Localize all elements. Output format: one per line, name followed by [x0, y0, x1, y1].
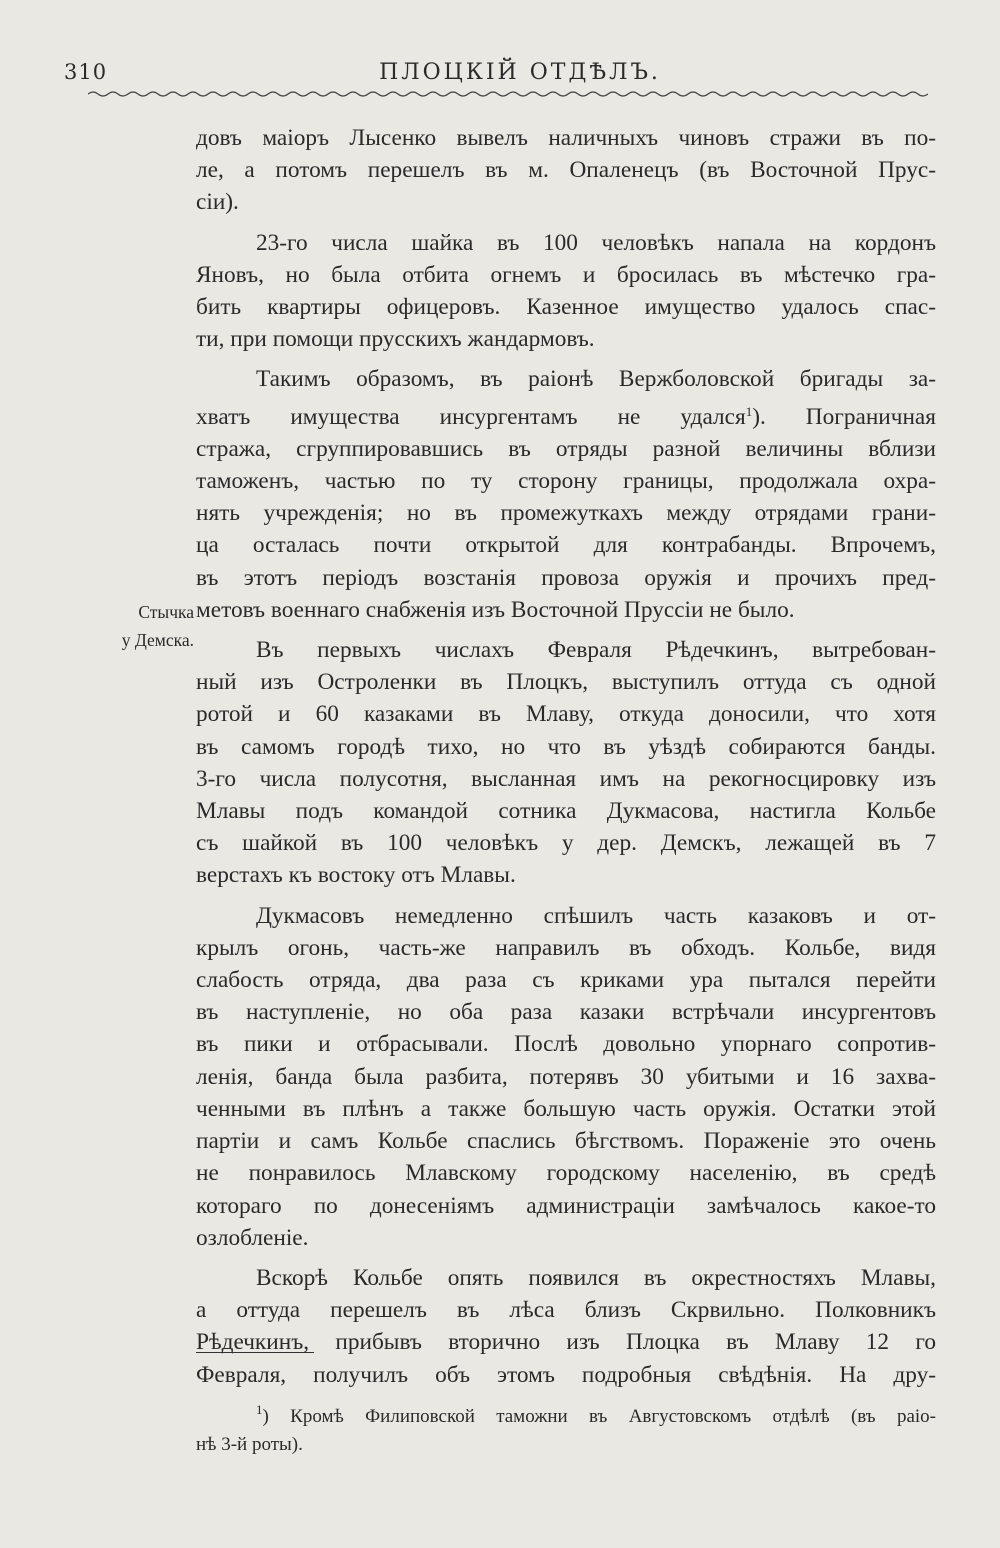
paragraph — [196, 900, 936, 1254]
text-line: ца осталась почти открытой для контрабанды. Впрочемъ, — [196, 532, 936, 559]
text-line: Февраля, получилъ объ этомъ подробныя свѣдѣнія. На дру- — [196, 1361, 936, 1388]
paragraph — [196, 122, 936, 219]
text-line: въ самомъ городѣ тихо, но что въ уѣздѣ собираются банды. — [196, 733, 936, 760]
text-line: а оттуда перешелъ въ лѣса близъ Скрвильно. Полковникъ — [196, 1297, 936, 1324]
text-line: съ шайкой въ 100 человѣкъ у дер. Демскъ, лежащей въ 7 — [196, 830, 936, 857]
text-line: ле, а потомъ перешелъ въ м. Опаленецъ (въ Восточной Прус- — [196, 157, 936, 184]
text-line: ченными въ плѣнъ а также большую часть оружія. Остатки этой — [196, 1095, 936, 1122]
text-line: ленія, банда была разбита, потерявъ 30 убитыми и 16 захва- — [196, 1063, 936, 1090]
page-number: 310 — [64, 60, 108, 84]
text-line: въ этотъ періодъ возстанія провоза оружія и прочихъ пред- — [196, 564, 936, 591]
text-line: ротой и 60 казаками въ Млаву, откуда доносили, что хотя — [196, 701, 936, 728]
text-line: въ пики и отбрасывали. Послѣ довольно упорнаго сопротив- — [196, 1031, 936, 1058]
text-line: Вскорѣ Кольбе опять появился въ окрестностяхъ Млавы, — [256, 1264, 936, 1291]
text-line: крылъ огонь, часть-же направилъ въ обходъ. Кольбе, видя — [196, 934, 936, 961]
main-text — [196, 122, 936, 1403]
paragraph — [196, 1262, 936, 1391]
text-line: озлобленіе. — [196, 1224, 309, 1251]
text-line: партіи и самъ Кольбе спаслись бѣгствомъ. Пораженіе это очень — [196, 1128, 936, 1155]
text-line: не понравилось Млавскому городскому населенію, въ средѣ — [196, 1160, 936, 1187]
text-line: Рѣдечкинъ, прибывъ вторично изъ Плоцка въ Млаву 12 го — [196, 1329, 936, 1356]
footnote-marker: 1 — [256, 1402, 263, 1417]
text-line: слабость отряда, два раза съ криками ура пытался перейти — [196, 967, 936, 994]
paragraph — [196, 227, 936, 356]
footnote-text: ) Кромѣ Филиповской таможни въ Августовскомъ отдѣлѣ (въ раіо- — [262, 1406, 936, 1427]
text-line: метовъ военнаго снабженія изъ Восточной Пруссіи не было. — [196, 596, 795, 623]
margin-note-line: Стычка — [138, 602, 194, 622]
footnote-line — [196, 1396, 936, 1431]
text-segment: ). Пограничная — [752, 403, 936, 430]
text-segment: хватъ имущества инсургентамъ не удался — [196, 403, 746, 430]
margin-note-line: у Демска. — [121, 630, 194, 650]
footnote-divider — [196, 1352, 314, 1353]
text-line: бить квартиры офицеровъ. Казенное имущество удалось спас- — [196, 294, 936, 321]
text-line: нять учрежденія; но въ промежуткахъ между отрядами грани- — [196, 500, 936, 527]
footnote-line: нѣ 3-й роты). — [196, 1434, 303, 1455]
text-line: 3-го числа полусотня, высланная имъ на рекогносцировку изъ — [196, 765, 936, 792]
paragraph — [196, 634, 936, 892]
text-line: ти, при помощи прусскихъ жандармовъ. — [196, 326, 595, 353]
text-line: таможенъ, частью по ту сторону границы, продолжала охра- — [196, 468, 936, 495]
paragraph — [196, 363, 936, 626]
footnote — [196, 1396, 936, 1459]
running-head: ПЛОЦКІЙ ОТДѢЛЪ. — [379, 60, 661, 85]
footnote-ref: 1 — [745, 403, 753, 419]
text-line-with-footnote — [196, 396, 936, 433]
text-line: въ наступленіе, но оба раза казаки встрѣчали инсургентовъ — [196, 999, 936, 1026]
text-line: котораго по донесеніямъ администраціи замѣчалось какое-то — [196, 1192, 936, 1219]
text-line: стража, сгруппировавшись въ отряды разной величины вблизи — [196, 435, 936, 462]
text-line: сіи). — [196, 189, 239, 216]
text-line: Дукмасовъ немедленно спѣшилъ часть казаковъ и от- — [256, 902, 936, 929]
text-line: верстахъ къ востоку отъ Млавы. — [196, 862, 516, 889]
text-line: Такимъ образомъ, въ раіонѣ Вержболовской бригады за- — [256, 366, 936, 393]
text-line: довъ маіоръ Лысенко вывелъ наличныхъ чиновъ стражи въ по- — [196, 125, 936, 151]
text-line: 23-го числа шайка въ 100 человѣкъ напала на кордонъ — [256, 229, 936, 256]
text-line: Въ первыхъ числахъ Февраля Рѣдечкинъ, вытребован- — [256, 637, 936, 664]
margin-note — [74, 598, 194, 654]
text-line: ный изъ Остроленки въ Плоцкъ, выступилъ оттуда съ одной — [196, 669, 936, 696]
text-line: Млавы подъ командой сотника Дукмасова, настигла Кольбе — [196, 798, 936, 825]
text-line: Яновъ, но была отбита огнемъ и бросилась въ мѣстечко гра- — [196, 261, 936, 288]
ornamental-rule — [88, 90, 928, 98]
